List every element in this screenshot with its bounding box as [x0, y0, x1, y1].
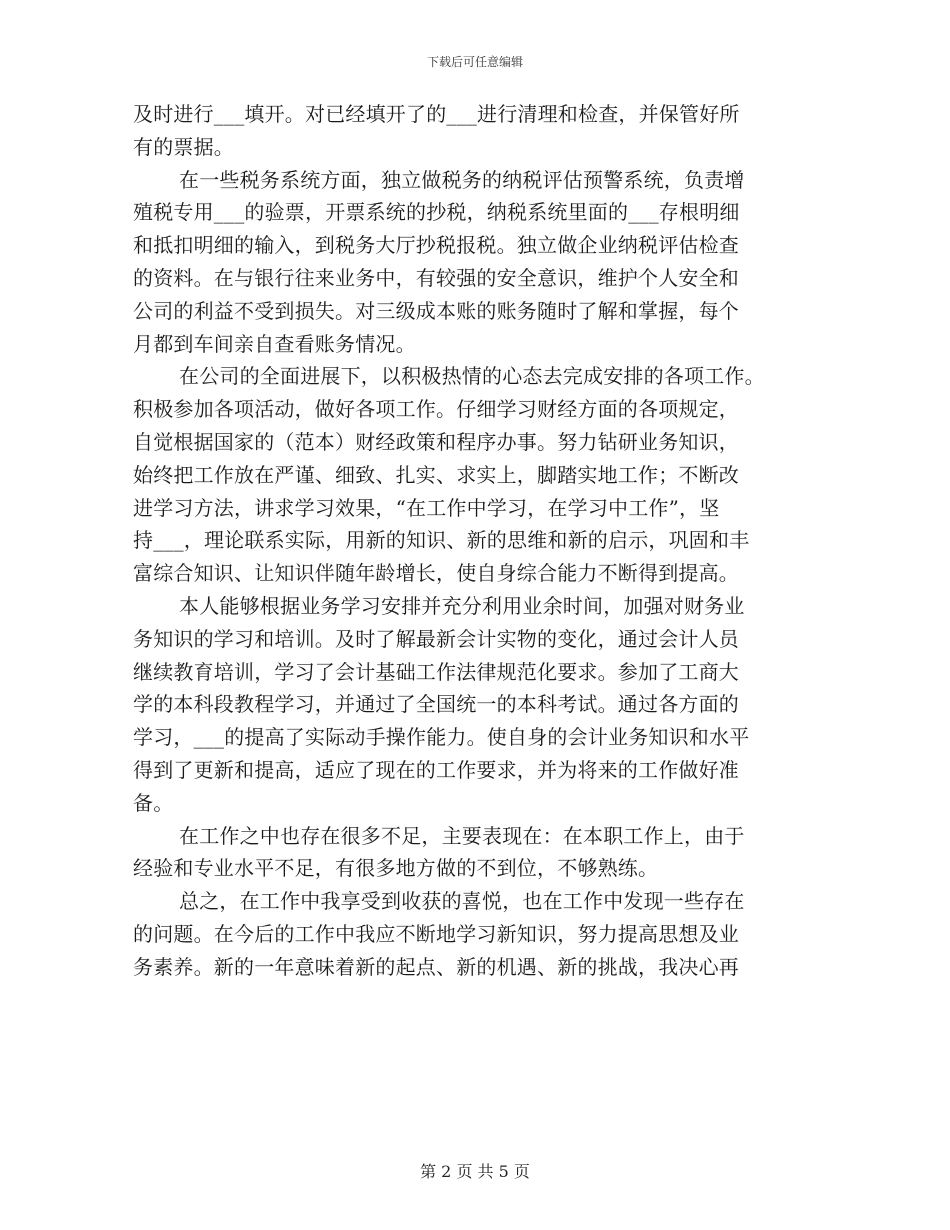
text-line: 及时进行___填开。对已经填开了的___进行清理和检查，并保管好所: [133, 102, 740, 126]
text-line: 备。: [133, 790, 174, 815]
text-line: 得到了更新和提高，适应了现在的工作要求，并为将来的工作做好准: [133, 757, 739, 782]
text-line: 始终把工作放在严谨、细致、扎实、求实上，脚踏实地工作；不断改: [133, 462, 739, 487]
page-header: 下载后可任意编辑: [426, 55, 523, 69]
text-line: 月都到车间亲自查看账务情况。: [133, 331, 416, 356]
text-line: 殖税专用___的验票，开票系统的抄税，纳税系统里面的___存根明细: [133, 200, 740, 225]
text-line: 在工作之中也存在很多不足，主要表现在：在本职工作上，由于: [179, 823, 745, 848]
text-line: 学习，___的提高了实际动手操作能力。使自身的会计业务知识和水平: [133, 725, 750, 750]
text-line: 积极参加各项活动，做好各项工作。仔细学习财经方面的各项规定，: [133, 397, 739, 422]
text-line: 自觉根据国家的（范本）财经政策和程序办事。努力钻研业务知识，: [133, 429, 739, 454]
text-line: 和抵扣明细的输入，到税务大厅抄税报税。独立做企业纳税评估检查: [133, 233, 739, 258]
text-line: 持___，理论联系实际，用新的知识、新的思维和新的启示，巩固和丰: [133, 528, 750, 553]
text-line: 继续教育培训，学习了会计基础工作法律规范化要求。参加了工商大: [133, 659, 739, 684]
text-line: 经验和专业水平不足，有很多地方做的不到位，不够熟练。: [133, 856, 659, 881]
text-line: 在公司的全面进展下，以积极热情的心态去完成安排的各项工作。: [179, 364, 765, 389]
text-line: 学的本科段教程学习，并通过了全国统一的本科考试。通过各方面的: [133, 692, 739, 717]
text-line: 务素养。新的一年意味着新的起点、新的机遇、新的挑战，我决心再: [133, 954, 739, 979]
text-line: 务知识的学习和培训。及时了解最新会计实物的变化，通过会计人员: [133, 626, 739, 651]
text-line: 的资料。在与银行往来业务中，有较强的安全意识，维护个人安全和: [133, 265, 739, 290]
text-line: 本人能够根据业务学习安排并充分利用业余时间，加强对财务业: [179, 593, 745, 618]
text-line: 的问题。在今后的工作中我应不断地学习新知识，努力提高思想及业: [133, 921, 739, 946]
text-line: 公司的利益不受到损失。对三级成本账的账务随时了解和掌握，每个: [133, 298, 739, 323]
text-line: 总之，在工作中我享受到收获的喜悦，也在工作中发现一些存在: [179, 889, 745, 914]
text-line: 富综合知识、让知识伴随年龄增长，使自身综合能力不断得到提高。: [133, 561, 739, 586]
text-line: 进学习方法，讲求学习效果，“在工作中学习，在学习中工作”，坚: [133, 495, 720, 520]
page-footer: 第 2 页 共 5 页: [420, 1162, 530, 1181]
text-line: 在一些税务系统方面，独立做税务的纳税评估预警系统，负责增: [179, 167, 745, 192]
document-body: [133, 98, 823, 984]
text-line: 有的票据。: [133, 134, 234, 159]
